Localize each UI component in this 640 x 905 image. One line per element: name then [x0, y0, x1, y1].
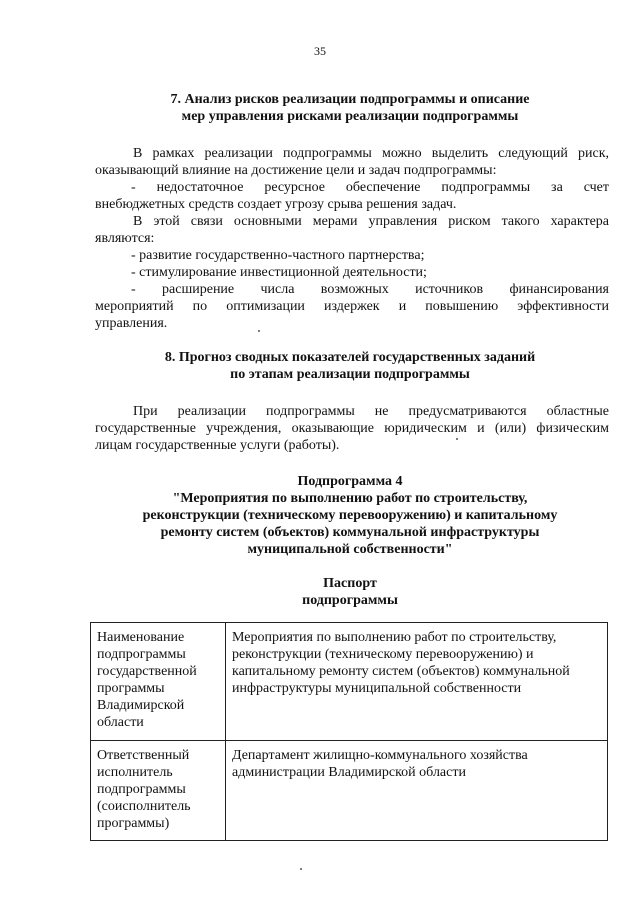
section-7-body [95, 145, 609, 332]
passport-table [90, 622, 608, 841]
cell-line: Мероприятия по выполнению работ по строительству, [232, 630, 557, 645]
section-8-title-line: по этапам реализации подпрограммы [230, 367, 470, 382]
measure-item-line: мероприятий по оптимизации издержек и повышению эффективности [95, 299, 609, 314]
section-8-title-line: 8. Прогноз сводных показателей государственных заданий [164, 350, 536, 365]
measure-item: - развитие государственно-частного партнерства; [131, 248, 425, 263]
subprogram-title-line: "Мероприятия по выполнению работ по строительству, [172, 491, 528, 506]
passport-title [90, 575, 610, 609]
cell-line: подпрограммы [97, 782, 186, 797]
cell-line: Ответственный [97, 748, 190, 763]
risk-item-line: внебюджетных средств создает угрозу срыва решения задач. [95, 197, 457, 212]
cell-line: Департамент жилищно-коммунального хозяйства [232, 748, 528, 763]
subprogram-title-line: ремонту систем (объектов) коммунальной инфраструктуры [160, 525, 540, 540]
paragraph-line: оказывающий влияние на достижение цели и задач подпрограммы: [95, 163, 497, 178]
section-7-title-line: мер управления рисками реализации подпрограммы [181, 109, 519, 124]
cell-line: программы) [97, 816, 170, 831]
scan-speck [456, 438, 458, 440]
scan-speck [300, 868, 302, 870]
page-number: 35 [314, 44, 326, 58]
paragraph-line: При реализации подпрограммы не предусматриваются областные [133, 404, 609, 419]
passport-title-line: подпрограммы [302, 593, 398, 608]
subprogram-title-line: муниципальной собственности" [247, 542, 453, 557]
paragraph-line: В этой связи основными мерами управления риском такого характера [133, 214, 609, 229]
subprogram-title-line: Подпрограмма 4 [297, 474, 403, 489]
section-7-title-line: 7. Анализ рисков реализации подпрограммы и описание [170, 92, 530, 107]
cell-line: администрации Владимирской области [232, 765, 466, 780]
section-8-title [90, 349, 610, 383]
cell-line: Владимирской [97, 698, 185, 713]
paragraph-line: В рамках реализации подпрограммы можно выделить следующий риск, [133, 146, 609, 161]
scan-speck [258, 330, 260, 332]
measure-item-line: управления. [95, 316, 168, 331]
table-cell-label [91, 623, 226, 741]
cell-line: реконструкции (техническому перевооружению) и [232, 647, 534, 662]
cell-line: исполнитель [97, 765, 173, 780]
table-row [91, 741, 608, 841]
cell-line: инфраструктуры муниципальной собственности [232, 681, 522, 696]
measure-item: - стимулирование инвестиционной деятельности; [131, 265, 427, 280]
table-cell-value [226, 741, 608, 841]
table-cell-label [91, 741, 226, 841]
subprogram-title-line: реконструкции (техническому перевооружению) и капитальному [142, 508, 558, 523]
passport-title-line: Паспорт [323, 576, 377, 591]
table-cell-value [226, 623, 608, 741]
section-7-title [90, 91, 610, 125]
cell-line: капитальному ремонту систем (объектов) коммунальной [232, 664, 570, 679]
measure-item-line: - расширение числа возможных источников финансирования [131, 282, 609, 297]
paragraph-line: государственные учреждения, оказывающие юридическим и (или) физическим [95, 421, 609, 436]
cell-line: государственной [97, 664, 197, 679]
cell-line: Наименование [97, 630, 185, 645]
cell-line: (соисполнитель [97, 799, 191, 814]
cell-line: подпрограммы [97, 647, 186, 662]
cell-line: области [97, 715, 144, 730]
paragraph-line: являются: [95, 231, 155, 246]
table-row [91, 623, 608, 741]
paragraph-line: лицам государственные услуги (работы). [95, 438, 340, 453]
section-8-body [95, 403, 609, 454]
subprogram-title [90, 473, 610, 558]
cell-line: программы [97, 681, 165, 696]
risk-item-line: - недостаточное ресурсное обеспечение подпрограммы за счет [131, 180, 609, 195]
